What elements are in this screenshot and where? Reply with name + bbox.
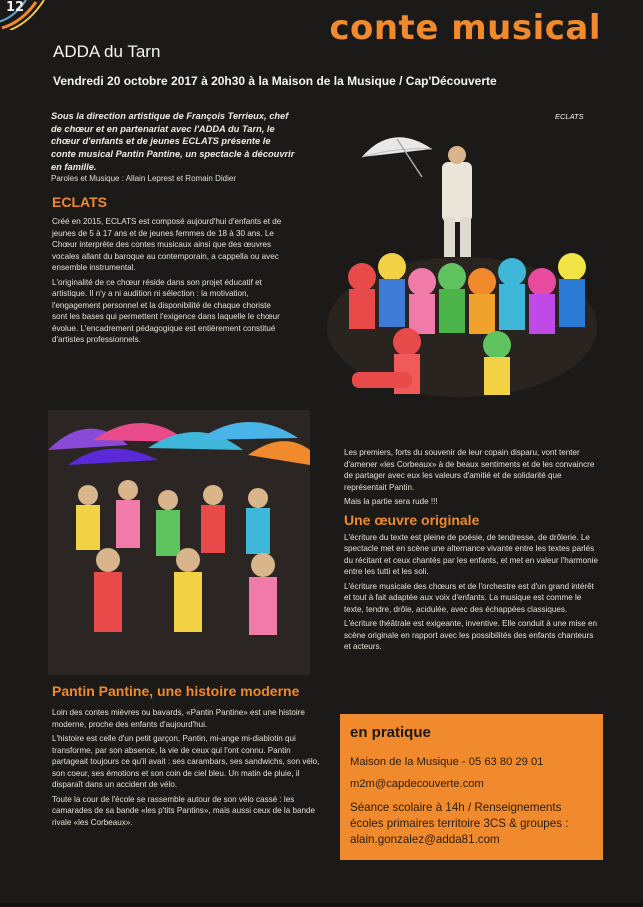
bottom-divider	[0, 903, 643, 907]
practical-title: en pratique	[350, 724, 431, 741]
right-column	[344, 447, 602, 656]
choir-stage-photo	[322, 117, 598, 420]
pantin-paragraph-2: L'histoire est celle d'un petit garçon, Pantin, mi-ange mi-diablotin qui transforme, par son absence, la vie de ceux qui l'ont connu. Pantin partageait toujours ce qu'il avait : ses carambars, ses sandwichs, son vélo, son coeur, ses émotions et son coin de ciel bleu. Un matin de pluie, il disparaît dans un accident de vélo.	[52, 734, 320, 789]
pantin-section	[52, 683, 324, 831]
pantin-paragraph-1: Loin des contes mièvres ou bavards, «Pantin Pantine» est une histoire moderne, proche des enfants d'aujourd'hui.	[52, 708, 305, 729]
pantin-heading: Pantin Pantine, une histoire moderne	[52, 683, 300, 699]
eclats-section	[52, 194, 287, 349]
contact-email-link[interactable]: m2m@capdecouverte.com	[350, 778, 484, 790]
umbrella-performance-photo	[48, 410, 310, 675]
organization-name: ADDA du Tarn	[53, 42, 161, 61]
practical-info-box	[340, 714, 603, 860]
credits-line: Paroles et Musique : Allain Leprest et Romain Didier	[51, 174, 236, 183]
right-paragraph-1: Les premiers, forts du souvenir de leur copain disparu, vont tenter d'amener «les Corbeaux» à de beaux sentiments et de les convaincre de partager avec eux les valeurs d'amitié et de solidarité que représentait Pantin.	[344, 448, 595, 492]
section-title: conte musical	[329, 8, 601, 48]
page-number: 12	[6, 0, 25, 15]
eclats-paragraph-2: L'originalité de ce chœur réside dans son projet éducatif et artistique. Il n'y a ni audition ni sélection : la motivation, l'engagement personnel et la disponibilité de chaque choriste sont les bases qui permettent l'exigence dans laquelle le chœur évolue. L'encadrement pédagogique est entièrement constitué d'artistes professionnels.	[52, 277, 280, 344]
school-session-info: Séance scolaire à 14h / Renseignements écoles primaires territoire 3CS & groupes : alain.gonzalez@adda81.com	[350, 801, 569, 846]
oeuvre-heading: Une œuvre originale	[344, 511, 480, 528]
venue-phone: Maison de la Musique - 05 63 80 29 01	[350, 756, 544, 768]
pantin-paragraph-3: Toute la cour de l'école se rassemble autour de son vélo cassé : les camarades de sa bande «les p'tits Pantins», mais aussi ceux de la bande rivale «les Corbeaux».	[52, 794, 315, 827]
right-paragraph-3: L'écriture du texte est pleine de poésie, de tendresse, de drôlerie. Le spectacle met en scène une alternance vivante entre les textes parlés du récitant et ceux chantés par les enfants, et met en valeur l'harmonie entre les tutti et les soli.	[344, 532, 598, 576]
eclats-heading: ECLATS	[52, 194, 107, 210]
eclats-paragraph-1: Créé en 2015, ECLATS est composé aujourd'hui d'enfants et de jeunes de 5 à 17 ans et de jeunes femmes de 18 à 30 ans. Le Chœur interprète des contes musicaux ainsi que des œuvres vocales allant du baroque au contemporain, a cappella ou avec ensemble instrumental.	[52, 217, 282, 272]
right-paragraph-5: L'écriture théâtrale est exigeante, inventive. Elle conduit à une mise en scène originale en rapport avec les possibilités des enfants chanteurs et acteurs.	[344, 619, 598, 651]
right-paragraph-4: L'écriture musicale des chœurs et de l'orchestre est d'un grand intérêt et tout à fait adaptée aux voix d'enfants. La musique est comme le texte, tendre, drôle, acidulée, avec des échappées classiques.	[344, 581, 594, 614]
event-date-line: Vendredi 20 octobre 2017 à 20h30 à la Maison de la Musique / Cap'Découverte	[53, 74, 497, 88]
photo-caption: ECLATS	[555, 112, 584, 121]
right-paragraph-2: Mais la partie sera rude !!!	[344, 497, 438, 506]
intro-paragraph: Sous la direction artistique de François Terrieux, chef de chœur et en partenariat avec l'ADDA du Tarn, le chœur d'enfants et de jeunes ECLATS présente le conte musical Pantin Pantine, un spectacle à découvrir en famille.	[51, 111, 295, 172]
